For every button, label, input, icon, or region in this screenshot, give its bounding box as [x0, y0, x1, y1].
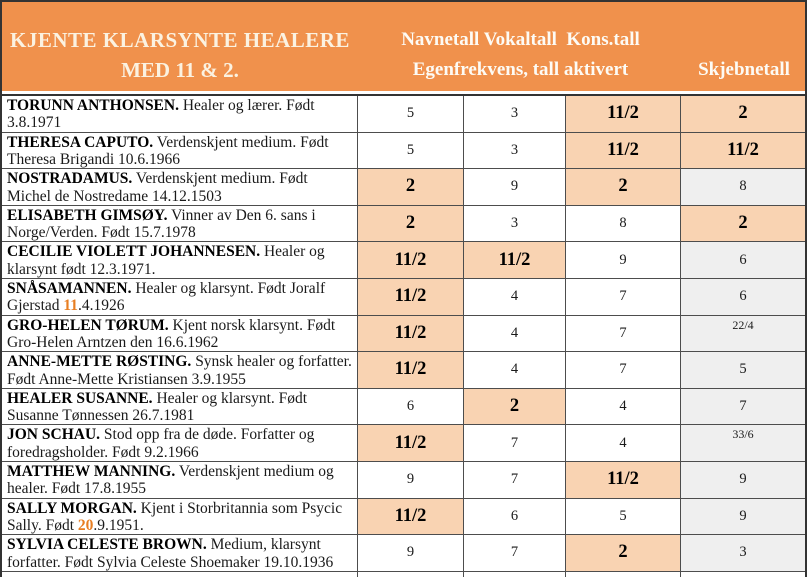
value-skjebnetall: 2: [681, 96, 805, 133]
value-navnetall: 11/2: [358, 316, 464, 353]
value-skjebnetall: 2: [681, 206, 805, 243]
person-cell: [2, 352, 358, 389]
person-name: SNÅSAMANNEN.: [7, 279, 132, 297]
table-row: [2, 499, 805, 536]
table-row: [2, 206, 805, 243]
value-konstall: 11/2: [566, 462, 681, 499]
value-vokaltall: 7: [464, 462, 566, 499]
person-cell: [2, 535, 358, 572]
value-konstall: 5: [566, 499, 681, 536]
page-title-line1: KJENTE KLARSYNTE HEALERE: [10, 28, 350, 52]
person-cell: [2, 425, 358, 462]
column-header-skjebnetall: Skjebnetall: [698, 59, 790, 80]
clipped-partial-row: [2, 572, 805, 577]
value-navnetall: 11/2: [358, 425, 464, 462]
value-vokaltall: 4: [464, 279, 566, 316]
person-name: HEALER SUSANNE.: [7, 389, 153, 407]
value-navnetall: 6: [358, 389, 464, 426]
person-cell: [2, 389, 358, 426]
person-description: Healer og lærer. Født 3.8.1971: [7, 97, 315, 132]
person-description: Stod opp fra de døde. Forfatter og foredragsholder. Født 9.2.1966: [7, 426, 315, 461]
table-header: [2, 2, 805, 91]
person-description: Healer og klarsynt. Født Susanne Tønnessen 26.7.1981: [7, 389, 308, 425]
value-skjebnetall: 6: [681, 279, 805, 316]
value-vokaltall: 6: [464, 499, 566, 536]
value-vokaltall: 3: [464, 133, 566, 170]
value-vokaltall: 11/2: [464, 242, 566, 279]
value-skjebnetall: 8: [681, 169, 805, 206]
value-navnetall: 9: [358, 535, 464, 572]
table-row: [2, 316, 805, 353]
person-description: Healer og klarsynt. Født Joralf Gjerstad: [7, 279, 326, 315]
person-description: Kjent i Storbritannia som Psycic Sally. Født: [7, 499, 343, 534]
person-name: NOSTRADAMUS.: [7, 170, 133, 188]
value-vokaltall: 7: [464, 535, 566, 572]
person-name: SALLY MORGAN.: [7, 499, 137, 517]
person-cell: [2, 499, 358, 536]
value-konstall: 11/2: [566, 133, 681, 170]
value-navnetall: 11/2: [358, 352, 464, 389]
person-description: Verdenskjent medium. Født Michel de Nostredame 14.12.1503: [7, 170, 308, 205]
person-name: GRO-HELEN TØRUM.: [7, 316, 169, 334]
value-konstall: 2: [566, 169, 681, 206]
value-vokaltall: 2: [464, 389, 566, 426]
table-row: [2, 425, 805, 462]
value-vokaltall: 4: [464, 316, 566, 353]
highlighted-date-number: 20: [77, 516, 94, 534]
value-konstall: 4: [566, 425, 681, 462]
value-skjebnetall: 11/2: [681, 133, 805, 170]
person-name: CECILIE VIOLETT JOHANNESEN.: [7, 243, 261, 261]
person-name: ELISABETH GIMSØY.: [7, 206, 168, 224]
person-description: Vinner av Den 6. sans i Norge/Verden. Født 15.7.1978: [7, 206, 316, 242]
person-name: ANNE-METTE RØSTING.: [7, 353, 192, 371]
value-skjebnetall: 9: [681, 462, 805, 499]
person-cell: [2, 316, 358, 353]
value-navnetall: 2: [358, 206, 464, 243]
value-navnetall: 5: [358, 96, 464, 133]
table-row: [2, 133, 805, 170]
table-row: [2, 352, 805, 389]
person-description: Verdenskjent medium. Født Theresa Brigandi 10.6.1966: [7, 133, 329, 168]
value-konstall: 11/2: [566, 96, 681, 133]
value-vokaltall: 7: [464, 425, 566, 462]
value-konstall: 7: [566, 279, 681, 316]
value-navnetall: 11/2: [358, 279, 464, 316]
value-vokaltall: 3: [464, 96, 566, 133]
person-description: Kjent norsk klarsynt. Født Gro-Helen Arntzen den 16.6.1962: [7, 316, 336, 351]
page-title-line2: MED 11 & 2.: [121, 58, 239, 82]
value-vokaltall: 9: [464, 169, 566, 206]
table-row: [2, 535, 805, 572]
table-row: [2, 169, 805, 206]
value-skjebnetall: 3: [681, 535, 805, 572]
column-subheader-egenfrekvens: Egenfrekvens, tall aktivert: [412, 59, 629, 80]
value-navnetall: 11/2: [358, 499, 464, 536]
value-konstall: 7: [566, 316, 681, 353]
table-row: [2, 242, 805, 279]
column-headers-number-columns: Navnetall Vokaltall Kons.tall: [401, 29, 640, 50]
value-skjebnetall: 6: [681, 242, 805, 279]
person-cell: [2, 96, 358, 133]
person-description: Verdenskjent medium og healer. Født 17.8.1955: [7, 462, 334, 498]
person-cell: [2, 462, 358, 499]
value-vokaltall: 3: [464, 206, 566, 243]
person-description: .4.1926: [78, 297, 125, 315]
value-konstall: 2: [566, 535, 681, 572]
value-skjebnetall: 33/6: [681, 425, 805, 462]
person-cell: [2, 133, 358, 170]
value-vokaltall: 4: [464, 352, 566, 389]
person-description: .9.1951.: [93, 516, 144, 534]
value-navnetall: 2: [358, 169, 464, 206]
person-description: Synsk healer og forfatter. Født Anne-Mette Kristiansen 3.9.1955: [7, 353, 352, 388]
person-name: THERESA CAPUTO.: [7, 133, 154, 151]
person-cell: [2, 242, 358, 279]
table-body: [2, 94, 805, 572]
value-konstall: 8: [566, 206, 681, 243]
table-row: [2, 389, 805, 426]
value-skjebnetall: 9: [681, 499, 805, 536]
person-name: MATTHEW MANNING.: [7, 462, 176, 480]
person-name: TORUNN ANTHONSEN.: [7, 97, 179, 114]
value-skjebnetall: 22/4: [681, 316, 805, 353]
person-description: Healer og klarsynt født 12.3.1971.: [7, 243, 325, 278]
person-name: JON SCHAU.: [7, 426, 101, 444]
table-row: [2, 279, 805, 316]
value-konstall: 7: [566, 352, 681, 389]
value-navnetall: 9: [358, 462, 464, 499]
person-cell: [2, 206, 358, 243]
value-konstall: 4: [566, 389, 681, 426]
person-description: Medium, klarsynt forfatter. Født Sylvia Celeste Shoemaker 19.10.1936: [7, 536, 334, 571]
value-konstall: 9: [566, 242, 681, 279]
value-skjebnetall: 5: [681, 352, 805, 389]
person-cell: [2, 279, 358, 316]
person-cell: [2, 169, 358, 206]
table-row: [2, 462, 805, 499]
table-row: [2, 96, 805, 133]
person-name: SYLVIA CELESTE BROWN.: [7, 536, 207, 554]
value-navnetall: 5: [358, 133, 464, 170]
value-navnetall: 11/2: [358, 242, 464, 279]
highlighted-date-number: 11: [63, 297, 79, 315]
value-skjebnetall: 7: [681, 389, 805, 426]
